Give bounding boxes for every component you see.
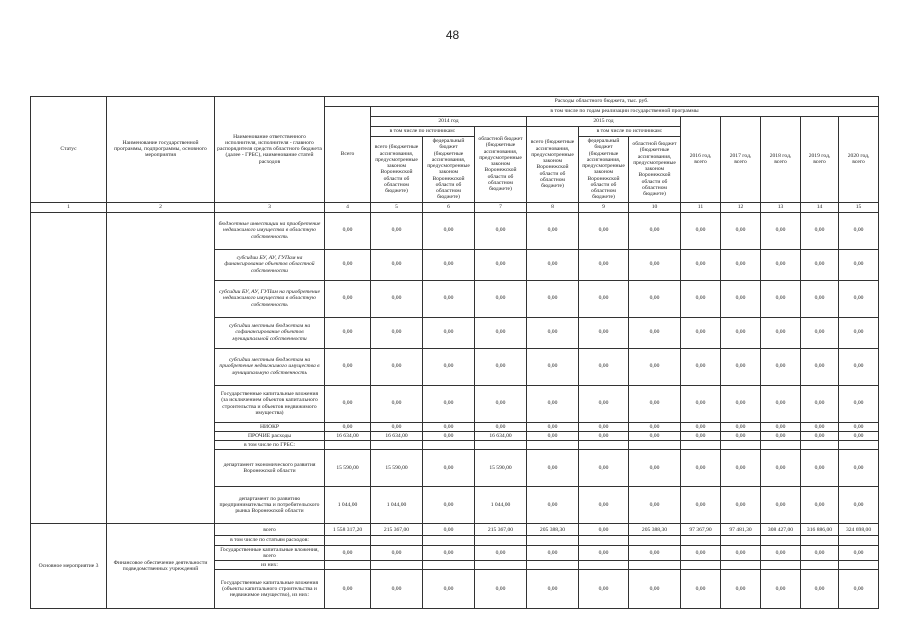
value-cell: 0,00 (475, 280, 527, 317)
value-cell: 1 558 317,20 (325, 524, 371, 536)
value-cell: 0,00 (681, 487, 721, 524)
header-responsible: Наименование ответственного исполнителя, исполнителя - главного распорядителя средств областного бюджета (далее - ГРБС), наименование статей расходов (215, 97, 325, 203)
column-number: 10 (629, 202, 681, 212)
value-cell: 0,00 (371, 570, 423, 609)
value-cell (325, 441, 371, 450)
page-number: 48 (445, 28, 460, 42)
value-cell: 0,00 (371, 249, 423, 280)
value-cell: 0,00 (475, 212, 527, 249)
value-cell: 0,00 (721, 212, 761, 249)
value-cell: 0,00 (579, 545, 629, 561)
value-cell: 0,00 (761, 487, 801, 524)
row-label: Государственные капитальные вложения, всего (215, 545, 325, 561)
value-cell: 15 590,00 (325, 450, 371, 487)
value-cell: 0,00 (681, 545, 721, 561)
value-cell: 0,00 (579, 450, 629, 487)
header-2014-regional: областной бюджет (бюджетные ассигнования, предусмотренные законом Воронежской области об областном бюджете) (475, 127, 527, 203)
value-cell (527, 441, 579, 450)
value-cell: 0,00 (527, 487, 579, 524)
budget-table (30, 96, 879, 609)
header-2015-regional: областной бюджет (бюджетные ассигнования, предусмотренные законом Воронежской области об областном бюджете) (629, 137, 681, 203)
value-cell: 0,00 (629, 570, 681, 609)
value-cell: 0,00 (423, 385, 475, 422)
value-cell: 0,00 (579, 317, 629, 348)
value-cell: 0,00 (423, 487, 475, 524)
value-cell: 0,00 (761, 212, 801, 249)
column-number: 3 (215, 202, 325, 212)
row-label: Государственные капитальные вложения (объекты капитального строительства и недвижимое имущество), из них: (215, 570, 325, 609)
value-cell: 0,00 (681, 450, 721, 487)
row-label: субсидии БУ, АУ, ГУПам на финансирование объектов областной собственности (215, 249, 325, 280)
value-cell: 0,00 (371, 385, 423, 422)
value-cell: 0,00 (721, 570, 761, 609)
value-cell: 0,00 (371, 545, 423, 561)
value-cell: 0,00 (527, 422, 579, 431)
value-cell: 0,00 (761, 431, 801, 440)
value-cell (761, 561, 801, 570)
value-cell: 0,00 (681, 212, 721, 249)
value-cell: 0,00 (475, 422, 527, 431)
value-cell: 0,00 (527, 249, 579, 280)
value-cell (475, 441, 527, 450)
value-cell (721, 561, 761, 570)
value-cell: 0,00 (721, 249, 761, 280)
value-cell: 0,00 (371, 317, 423, 348)
header-2016: 2016 год, всего (681, 117, 721, 203)
column-number: 5 (371, 202, 423, 212)
value-cell: 15 590,00 (371, 450, 423, 487)
row-label: всего (215, 524, 325, 536)
value-cell: 16 634,00 (371, 431, 423, 440)
column-number: 1 (31, 202, 107, 212)
value-cell: 0,00 (475, 348, 527, 385)
value-cell (325, 561, 371, 570)
value-cell: 0,00 (801, 385, 839, 422)
value-cell: 0,00 (579, 487, 629, 524)
header-2015-total: всего (бюджетные ассигнования, предусмотренные законом Воронежской области об областном бюджете) (527, 127, 579, 203)
value-cell: 0,00 (527, 570, 579, 609)
table-row (31, 524, 879, 536)
value-cell: 0,00 (721, 348, 761, 385)
column-number: 9 (579, 202, 629, 212)
table-body (31, 212, 879, 609)
value-cell: 0,00 (629, 545, 681, 561)
value-cell: 16 634,00 (475, 431, 527, 440)
value-cell (839, 561, 879, 570)
row-label: бюджетные инвестиции на приобретение недвижимого имущества в областную собственность (215, 212, 325, 249)
value-cell: 0,00 (839, 450, 879, 487)
value-cell: 0,00 (325, 317, 371, 348)
value-cell (423, 561, 475, 570)
header-2018: 2018 год, всего (761, 117, 801, 203)
column-number: 4 (325, 202, 371, 212)
row-label: ПРОЧИЕ расходы (215, 431, 325, 440)
value-cell: 0,00 (839, 570, 879, 609)
value-cell: 0,00 (423, 249, 475, 280)
table-row (31, 212, 879, 249)
column-number: 11 (681, 202, 721, 212)
value-cell (475, 536, 527, 545)
value-cell: 0,00 (423, 422, 475, 431)
value-cell (721, 441, 761, 450)
value-cell (371, 441, 423, 450)
header-expenses-title: Расходы областного бюджета, тыс. руб. (325, 97, 879, 107)
value-cell: 0,00 (801, 212, 839, 249)
value-cell (371, 561, 423, 570)
main-event-name: Финансовое обеспечение деятельности подведомственных учреждений (107, 524, 215, 609)
header-2014-total: всего (бюджетные ассигнования, предусмотренные законом Воронежской области об областном бюджете) (371, 137, 423, 203)
value-cell: 0,00 (721, 317, 761, 348)
value-cell: 0,00 (325, 280, 371, 317)
value-cell: 0,00 (579, 348, 629, 385)
value-cell (579, 536, 629, 545)
value-cell: 0,00 (801, 450, 839, 487)
value-cell: 0,00 (579, 212, 629, 249)
value-cell: 0,00 (579, 422, 629, 431)
value-cell: 0,00 (721, 280, 761, 317)
value-cell: 0,00 (579, 385, 629, 422)
value-cell (761, 441, 801, 450)
value-cell: 0,00 (721, 545, 761, 561)
value-cell: 0,00 (475, 545, 527, 561)
value-cell: 0,00 (761, 450, 801, 487)
header-2014-by-sources: в том числе по источникам: (371, 127, 475, 137)
value-cell: 0,00 (761, 385, 801, 422)
header-status: Статус (31, 97, 107, 203)
value-cell: 0,00 (325, 249, 371, 280)
value-cell (371, 536, 423, 545)
value-cell (839, 441, 879, 450)
value-cell (423, 441, 475, 450)
value-cell: 0,00 (527, 431, 579, 440)
column-number: 2 (107, 202, 215, 212)
status-cell-empty (31, 212, 107, 524)
value-cell: 0,00 (325, 212, 371, 249)
value-cell: 0,00 (423, 524, 475, 536)
value-cell: 0,00 (761, 422, 801, 431)
value-cell: 0,00 (629, 431, 681, 440)
value-cell (839, 536, 879, 545)
value-cell (681, 441, 721, 450)
value-cell: 0,00 (579, 280, 629, 317)
value-cell: 0,00 (761, 570, 801, 609)
value-cell: 0,00 (761, 249, 801, 280)
column-number: 6 (423, 202, 475, 212)
value-cell: 0,00 (423, 570, 475, 609)
value-cell (801, 561, 839, 570)
value-cell: 0,00 (325, 545, 371, 561)
value-cell: 0,00 (681, 570, 721, 609)
value-cell: 0,00 (475, 570, 527, 609)
value-cell: 0,00 (839, 249, 879, 280)
value-cell: 0,00 (681, 249, 721, 280)
value-cell: 0,00 (423, 545, 475, 561)
value-cell: 0,00 (527, 348, 579, 385)
value-cell: 97 481,30 (721, 524, 761, 536)
value-cell: 1 044,00 (475, 487, 527, 524)
value-cell: 0,00 (839, 487, 879, 524)
value-cell: 0,00 (629, 422, 681, 431)
value-cell: 0,00 (629, 450, 681, 487)
value-cell: 0,00 (721, 385, 761, 422)
row-label: субсидии местным бюджетам на приобретение недвижимого имущества в муниципальную собственность (215, 348, 325, 385)
value-cell: 0,00 (721, 450, 761, 487)
value-cell: 0,00 (681, 348, 721, 385)
value-cell: 0,00 (325, 385, 371, 422)
value-cell: 0,00 (629, 487, 681, 524)
column-number: 7 (475, 202, 527, 212)
value-cell: 0,00 (761, 280, 801, 317)
header-2020: 2020 год, всего (839, 117, 879, 203)
column-number: 14 (801, 202, 839, 212)
value-cell: 0,00 (801, 422, 839, 431)
value-cell: 324 698,00 (839, 524, 879, 536)
value-cell: 0,00 (325, 348, 371, 385)
value-cell: 0,00 (721, 487, 761, 524)
row-label: департамент по развитию предпринимательства и потребительского рынка Воронежской области (215, 487, 325, 524)
value-cell: 0,00 (629, 317, 681, 348)
row-label: субсидии БУ, АУ, ГУПам на приобретение недвижимого имущества в областную собственность (215, 280, 325, 317)
value-cell: 0,00 (423, 317, 475, 348)
value-cell: 0,00 (839, 212, 879, 249)
value-cell: 0,00 (423, 431, 475, 440)
value-cell: 0,00 (801, 431, 839, 440)
value-cell (801, 441, 839, 450)
value-cell: 0,00 (839, 431, 879, 440)
value-cell: 0,00 (475, 249, 527, 280)
program-cell-empty (107, 212, 215, 524)
value-cell (681, 561, 721, 570)
row-label: Государственные капитальные вложения (за исключением объектов капитального строительства и объектов недвижимого имущества) (215, 385, 325, 422)
value-cell: 215 367,00 (475, 524, 527, 536)
header-year-2015: 2015 год (527, 117, 681, 127)
row-label: субсидии местным бюджетам на софинансирование объектов муниципальной собственности (215, 317, 325, 348)
value-cell: 0,00 (629, 212, 681, 249)
value-cell: 0,00 (839, 385, 879, 422)
value-cell: 0,00 (681, 385, 721, 422)
column-number: 15 (839, 202, 879, 212)
value-cell: 0,00 (527, 385, 579, 422)
value-cell: 0,00 (839, 280, 879, 317)
value-cell (629, 536, 681, 545)
row-label: из них: (215, 561, 325, 570)
header-2014-federal: федеральный бюджет (бюджетные ассигнования, предусмотренные законом Воронежской области об областном бюджете) (423, 137, 475, 203)
row-label: департамент экономического развития Воронежской области (215, 450, 325, 487)
value-cell: 215 367,00 (371, 524, 423, 536)
value-cell: 0,00 (681, 431, 721, 440)
value-cell: 0,00 (629, 385, 681, 422)
value-cell: 0,00 (527, 212, 579, 249)
row-label: в том числе по статьям расходов: (215, 536, 325, 545)
value-cell (629, 441, 681, 450)
header-year-2014: 2014 год (371, 117, 527, 127)
value-cell (423, 536, 475, 545)
header-total: Всего (325, 107, 371, 203)
value-cell: 0,00 (423, 450, 475, 487)
header-2017: 2017 год, всего (721, 117, 761, 203)
value-cell: 1 044,00 (325, 487, 371, 524)
value-cell (527, 536, 579, 545)
value-cell: 0,00 (839, 422, 879, 431)
value-cell: 205 388,30 (527, 524, 579, 536)
value-cell: 0,00 (629, 280, 681, 317)
value-cell: 0,00 (527, 317, 579, 348)
value-cell (681, 536, 721, 545)
value-cell: 0,00 (839, 545, 879, 561)
value-cell: 205 388,30 (629, 524, 681, 536)
value-cell: 308 427,00 (761, 524, 801, 536)
value-cell: 0,00 (801, 317, 839, 348)
value-cell: 0,00 (579, 570, 629, 609)
value-cell: 16 634,00 (325, 431, 371, 440)
value-cell: 0,00 (579, 249, 629, 280)
value-cell: 0,00 (801, 348, 839, 385)
value-cell: 0,00 (579, 431, 629, 440)
value-cell (721, 536, 761, 545)
value-cell: 0,00 (761, 348, 801, 385)
value-cell: 0,00 (761, 545, 801, 561)
value-cell: 15 590,00 (475, 450, 527, 487)
value-cell: 0,00 (325, 570, 371, 609)
table-header (31, 97, 879, 213)
column-numbers-row (31, 202, 879, 212)
value-cell: 0,00 (839, 317, 879, 348)
value-cell: 0,00 (629, 249, 681, 280)
header-2015-federal: федеральный бюджет (бюджетные ассигнования, предусмотренные законом Воронежской области об областном бюджете) (579, 137, 629, 203)
value-cell: 0,00 (839, 348, 879, 385)
value-cell: 0,00 (475, 385, 527, 422)
value-cell: 0,00 (371, 422, 423, 431)
value-cell: 0,00 (801, 487, 839, 524)
value-cell: 0,00 (801, 280, 839, 317)
header-program-name: Наименование государственной программы, подпрограммы, основного мероприятия (107, 97, 215, 203)
row-label: в том числе по ГРБС: (215, 441, 325, 450)
column-number: 8 (527, 202, 579, 212)
value-cell: 0,00 (527, 545, 579, 561)
header-2015-by-sources: в том числе по источникам: (579, 127, 681, 137)
value-cell (579, 441, 629, 450)
value-cell (761, 536, 801, 545)
value-cell: 0,00 (681, 317, 721, 348)
row-label: НИОКР (215, 422, 325, 431)
value-cell: 0,00 (325, 422, 371, 431)
value-cell: 0,00 (801, 249, 839, 280)
value-cell: 0,00 (721, 431, 761, 440)
value-cell: 0,00 (527, 450, 579, 487)
header-2019: 2019 год, всего (801, 117, 839, 203)
value-cell: 97 367,90 (681, 524, 721, 536)
value-cell: 0,00 (423, 348, 475, 385)
value-cell: 0,00 (475, 317, 527, 348)
value-cell: 0,00 (801, 570, 839, 609)
value-cell: 0,00 (629, 348, 681, 385)
value-cell: 0,00 (579, 524, 629, 536)
main-event-status: Основное мероприятие 3 (31, 524, 107, 609)
value-cell (325, 536, 371, 545)
value-cell (801, 536, 839, 545)
value-cell (629, 561, 681, 570)
value-cell: 0,00 (761, 317, 801, 348)
header-by-years: в том числе по годам реализации государственной программы (371, 107, 879, 117)
value-cell: 0,00 (371, 348, 423, 385)
value-cell: 0,00 (681, 280, 721, 317)
value-cell: 0,00 (423, 212, 475, 249)
value-cell: 0,00 (681, 422, 721, 431)
value-cell: 316 886,00 (801, 524, 839, 536)
value-cell: 0,00 (801, 545, 839, 561)
column-number: 13 (761, 202, 801, 212)
value-cell: 1 044,00 (371, 487, 423, 524)
value-cell: 0,00 (371, 280, 423, 317)
value-cell: 0,00 (721, 422, 761, 431)
value-cell: 0,00 (527, 280, 579, 317)
value-cell (527, 561, 579, 570)
value-cell (579, 561, 629, 570)
value-cell (475, 561, 527, 570)
value-cell: 0,00 (423, 280, 475, 317)
column-number: 12 (721, 202, 761, 212)
value-cell: 0,00 (371, 212, 423, 249)
